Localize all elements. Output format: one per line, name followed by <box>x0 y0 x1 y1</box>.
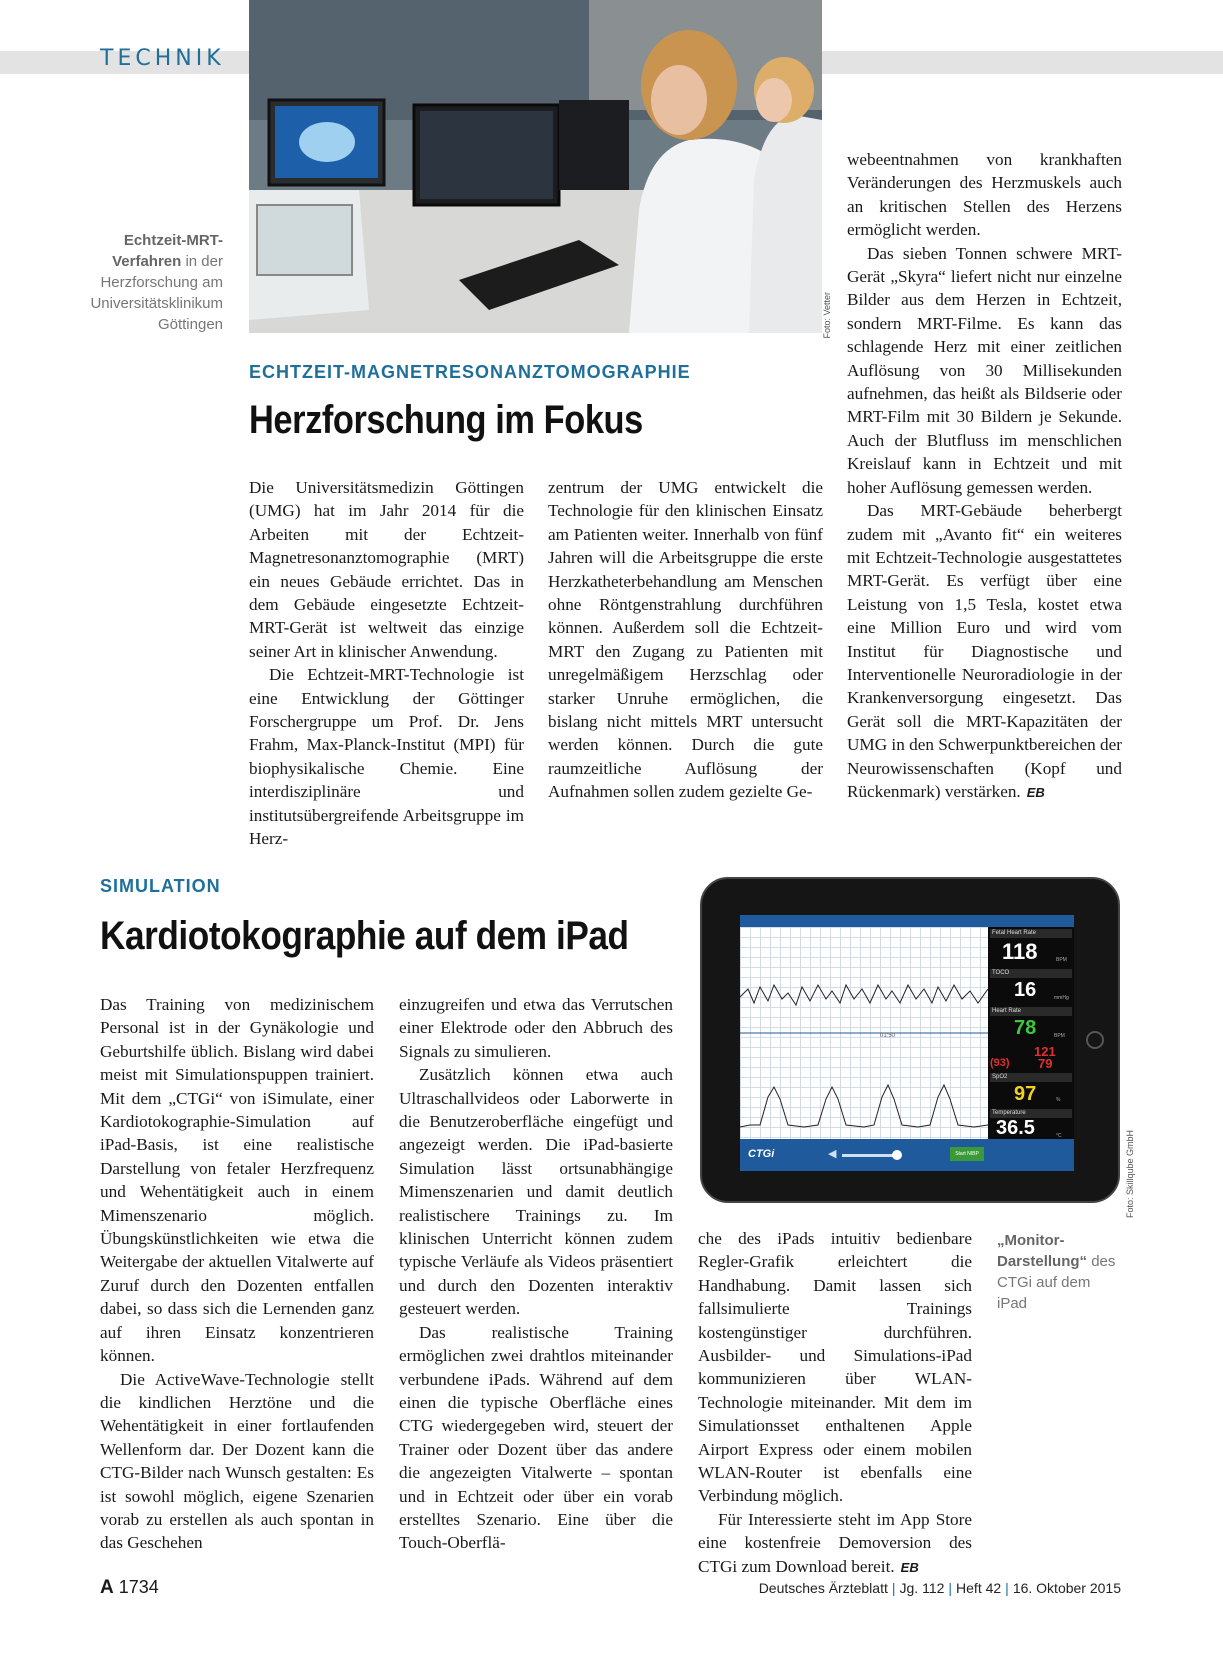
ctg-time-label: 01:50 <box>880 1033 896 1039</box>
article1-col3-paragraph-3 <box>847 499 1122 804</box>
footer-journal-info: Deutsches Ärzteblatt | Jg. 112 | Heft 42 | 16. Oktober 2015 <box>758 1580 1121 1596</box>
article2-col2-paragraph-3: Das realistische Training ermöglichen zwei drahtlos miteinander verbundene iPads. Während auf dem einen die typische Oberfläche eines CTG wiedergegeben wird, steuert der Trainer oder Dozent über das andere die angezeigten Vitalwerte – spontan und in Echtzeit oder über ein vorab erstelltes Szenario. Eine über die Touch-Oberflä- <box>399 1322 673 1553</box>
article1-col3-paragraph-3-text: Das MRT-Gebäude beherbergt zudem mit „Avanto fit“ ein weiteres mit Echtzeit-Technologie ausgestattetes MRT-Gerät. Es verfügt über eine Leistung von 1,5 Tesla, kostet etwa eine Million Euro und wird vom Institut für Diagnostische und Interventionelle Neuroradiologie in der Krankenversorgung eingesetzt. Das Gerät soll die MRT-Kapazitäten der UMG in den Schwerpunktbereichen der Neurowissenschaften (Kopf und Rückenmark) verstärken. <box>847 501 1122 801</box>
footer-journal: Deutsches Ärzteblatt <box>758 1580 888 1596</box>
speaker-icon[interactable]: ◀ <box>828 1148 837 1160</box>
bp-map: (93) <box>990 1057 1010 1069</box>
article1-col1-paragraph-2: Die Echtzeit-MRT-Technologie ist eine Entwicklung der Göttinger Forschergruppe um Prof. Dr. Jens Frahm, Max-Planck-Institut (MPI) für biophysikalische Chemie. Eine interdisziplinäre und institutsübergreifende Arbeitsgruppe im Herz- <box>249 665 524 849</box>
article1-column-1 <box>249 476 524 851</box>
toco-unit: mmHg <box>1054 995 1069 1001</box>
article2-col1-paragraph-2: Die ActiveWave-Technologie stellt die kindlichen Herztöne und die Wehentätigkeit in einer fortlaufenden Wellenform dar. Der Dozent kann die CTG-Bilder nach Wunsch gestalten: Es ist sowohl möglich, eigene Szenarien vorab zu erstellen als auch spontan in das Geschehen <box>100 1369 374 1553</box>
ipad-screen <box>740 915 1074 1171</box>
article1-signature: EB <box>1026 784 1045 800</box>
vitals-monitor <box>988 927 1074 1139</box>
article2-col1-paragraph-1: Das Training von medizinischem Personal ist in der Gynäkologie und Geburtshilfe üblich. Bislang wird dabei meist mit Simulationspuppen trainiert. Mit dem „CTGi“ von iSimulate, einer Kardiotokographie-Simulation auf iPad-Basis, ist eine realistische Darstellung von fetaler Herzfrequenz und Wehentätigkeit auch in einem Mimenszenario möglich. Übungskünstlichkeiten wie etwa die Weitergabe der aktuellen Vitalwerte auf Zuruf durch den Dozenten entfallen dabei, so dass sich die Lernenden ganz auf ihren Einsatz konzentrieren können. <box>100 995 374 1366</box>
article2-col2-paragraph-2: Zusätzlich können etwa auch Ultraschallvideos oder Laborwerte in die Benutzeroberfläche eingefügt und angezeigt werden. Die iPad-basierte Simulation lässt ortsunabhängige Mimenszenarien und damit deutlich realistischere Trainings zu. Im klinischen Unterricht können zudem typische Verläufe als Videos präsentiert und durch den Dozenten interaktiv gesteuert werden. <box>399 1065 673 1319</box>
article2-kicker: SIMULATION <box>100 876 221 896</box>
temp-value: 36.5 <box>996 1117 1035 1139</box>
footer-page-prefix: A <box>100 1577 114 1598</box>
fhr-value: 118 <box>1002 939 1038 964</box>
article1-col1-paragraph-1: Die Universitätsmedizin Göttingen (UMG) hat im Jahr 2014 für die Arbeiten mit der Echtzeit-Magnetresonanztomographie (MRT) ein neues Gebäude errichtet. Das in dem Gebäude eingesetzte Echtzeit-MRT-Gerät ist weltweit das einzige seiner Art in klinischer Anwendung. <box>249 478 524 661</box>
article2-col3-paragraph-1: che des iPads intuitiv bedienbare Regler-Grafik erleichtert die Handhabung. Damit lassen sich fallsimulierte Trainings kostengünstiger durchführen. Ausbilder- und Simulations-iPad kommunizieren über WLAN-Technologie miteinander. Mit dem im Simulationsset enthaltenen Apple Airport Express oder einem mobilen WLAN-Router ist ebenfalls eine Verbindung möglich. <box>698 1229 972 1506</box>
article2-caption-bold: „Monitor-Darstellung“ <box>997 1232 1088 1270</box>
ipad-device <box>700 877 1120 1203</box>
temp-unit: °C <box>1056 1133 1062 1139</box>
footer-page-number: 1734 <box>118 1577 159 1597</box>
article1-column-2 <box>548 476 823 804</box>
volume-slider-handle[interactable] <box>892 1150 902 1160</box>
hr-value: 78 <box>1014 1017 1037 1039</box>
footer-issue: Heft 42 <box>956 1580 1002 1596</box>
article2-col3-paragraph-2 <box>698 1508 972 1579</box>
fhr-unit: BPM <box>1056 957 1067 963</box>
article1-col3-paragraph-2: Das sieben Tonnen schwere MRT-Gerät „Skyra“ liefert nicht nur einzelne Bilder aus dem Herzen in Echtzeit, sondern MRT-Filme. Es kann das schlagende Herz mit einer zeitlichen Auflösung von 30 Millisekunden aufnehmen, das heißt als Bildserie oder MRT-Film mit 30 Bildern je Sekunde. Auch der Blutfluss im menschlichen Kreislauf kann in Echtzeit und mit hoher Auflösung gemessen werden. <box>847 243 1122 497</box>
temp-label: Temperature <box>990 1109 1072 1118</box>
article2-caption-rest: des CTGi auf dem iPad <box>997 1253 1116 1312</box>
ipad-status-bar <box>740 915 1074 927</box>
article1-kicker: ECHTZEIT-MAGNETRESONANZTOMOGRAPHIE <box>249 362 691 382</box>
ctgi-logo: CTGi <box>748 1148 775 1160</box>
section-label: TECHNIK <box>100 46 225 71</box>
bp-diastolic: 79 <box>1038 1056 1053 1071</box>
spo2-unit: % <box>1056 1097 1061 1103</box>
article2-column-3 <box>698 1227 972 1579</box>
ipad-home-button <box>1086 1031 1104 1049</box>
article2-col3-paragraph-2-text: Für Interessierte steht im App Store eine kostenfreie Demoversion des CTGi zum Download bereit. <box>698 1509 972 1576</box>
article1-caption <box>76 230 223 335</box>
article2-photo-credit: Foto: Skillqube GmbH <box>1125 1130 1135 1219</box>
article2-signature: EB <box>900 1559 919 1575</box>
ipad-control-bar <box>740 1139 1074 1171</box>
toco-label: TOCO <box>990 969 1072 978</box>
fhr-label: Fetal Heart Rate <box>990 929 1072 938</box>
ctg-grid <box>740 927 988 1139</box>
spo2-label: SpO2 <box>990 1073 1072 1082</box>
article1-photo <box>249 0 822 333</box>
article1-caption-bold: Echtzeit-MRT-Verfahren <box>112 232 223 270</box>
footer-date: 16. Oktober 2015 <box>1012 1580 1121 1596</box>
article1-headline: Herzforschung im Fokus <box>249 398 643 442</box>
volume-slider[interactable] <box>842 1154 898 1157</box>
footer-page <box>100 1577 159 1599</box>
article2-caption <box>997 1230 1122 1314</box>
hr-unit: BPM <box>1054 1033 1065 1039</box>
article1-caption-rest: in der Herzforschung am Universitätsklinikum Göttingen <box>90 253 223 333</box>
start-nibp-button[interactable]: Start NIBP <box>950 1147 984 1161</box>
spo2-value: 97 <box>1014 1083 1037 1105</box>
article2-column-1 <box>100 993 374 1555</box>
footer-volume: Jg. 112 <box>899 1580 945 1596</box>
article1-col2-paragraph-1: zentrum der UMG entwickelt die Technologie für den klinischen Einsatz am Patienten weiter. Innerhalb von fünf Jahren will die Arbeitsgruppe die erste Herzkatheterbehandlung am Menschen ohne Röntgenstrahlung durchführen können. Außerdem soll die Echtzeit-MRT den Zugang zu Patienten mit unregelmäßigem Herzschlag oder starker Unruhe ermöglichen, die bislang nicht mittels MRT untersucht werden können. Durch die gute raumzeitliche Auflösung der Aufnahmen sollen zudem gezielte Ge- <box>548 478 823 802</box>
article1-photo-credit: Foto: Vetter <box>822 292 832 339</box>
article2-column-2 <box>399 993 673 1555</box>
article2-col2-paragraph-1: einzugreifen und etwa das Verrutschen einer Elektrode oder den Abbruch des Signals zu simulieren. <box>399 995 673 1061</box>
article1-col3-paragraph-1: webeentnahmen von krankhaften Veränderungen des Herzmuskels auch an kritischen Stellen des Herzens ermöglicht werden. <box>847 150 1122 240</box>
bp-systolic: 121 <box>1034 1044 1056 1059</box>
toco-value: 16 <box>1014 979 1037 1001</box>
article1-column-3 <box>847 148 1122 804</box>
article2-headline: Kardiotokographie auf dem iPad <box>100 914 629 958</box>
hr-label: Heart Rate <box>990 1007 1072 1016</box>
